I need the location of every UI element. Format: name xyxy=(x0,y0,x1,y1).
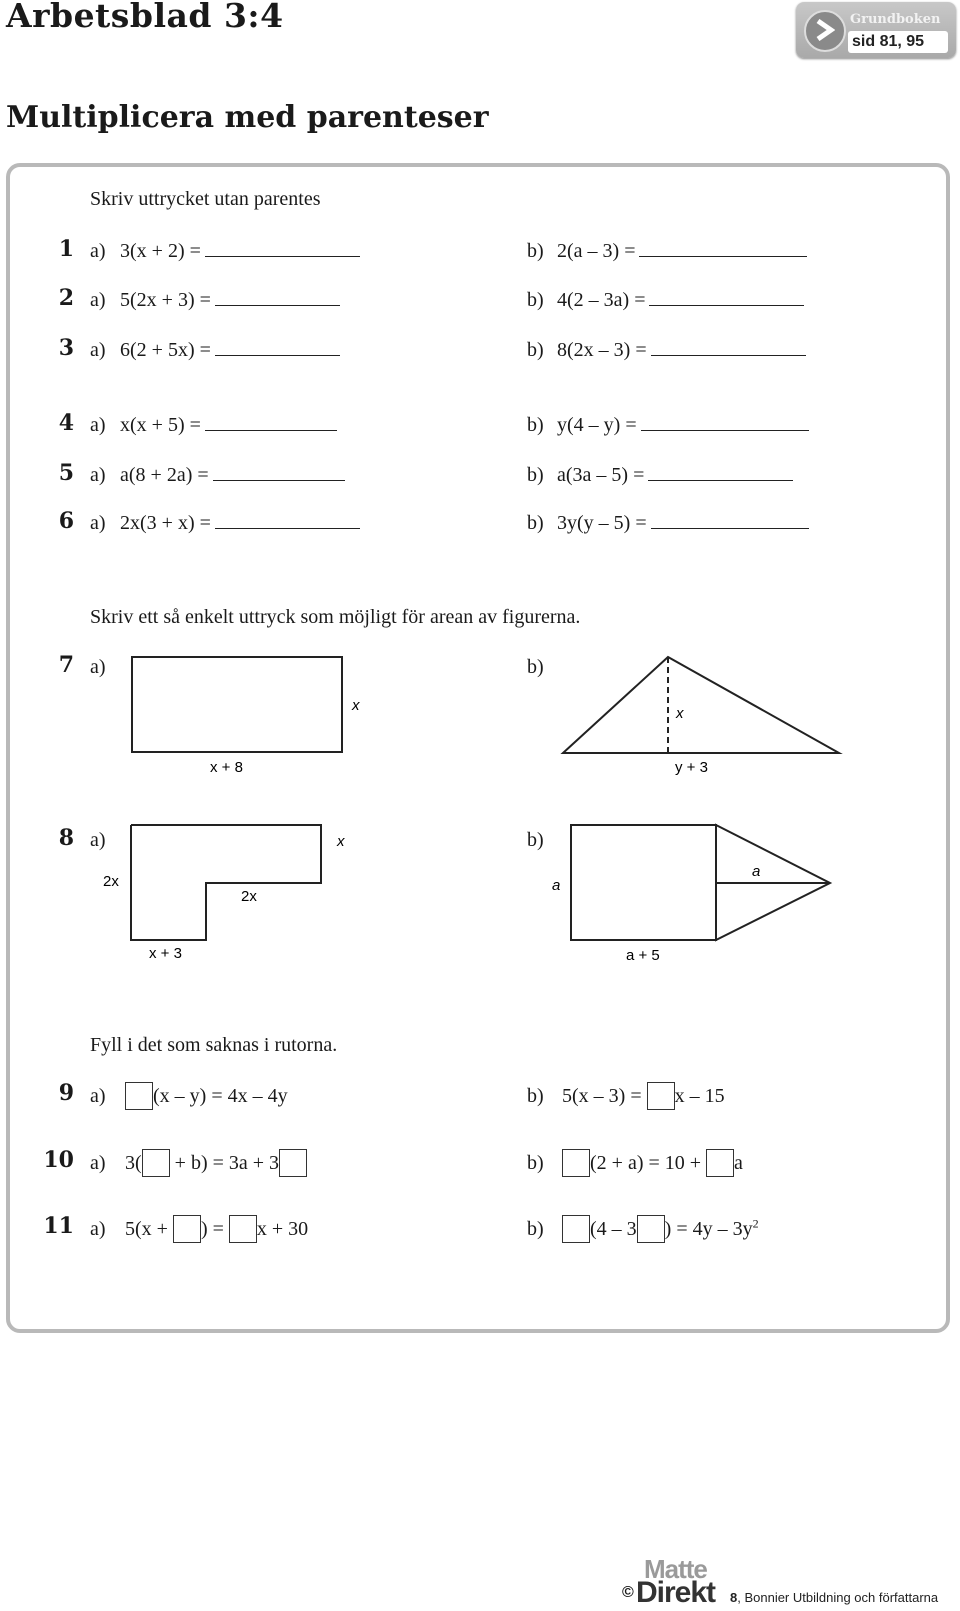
expression: a(8 + 2a) = xyxy=(120,464,209,486)
worksheet-title: Arbetsblad 3:4 xyxy=(6,0,284,35)
answer-line[interactable] xyxy=(641,412,809,431)
problem-9a xyxy=(90,1082,288,1110)
answer-box[interactable] xyxy=(647,1082,675,1110)
expression: 8(2x – 3) = xyxy=(557,339,647,361)
part-label: a) xyxy=(90,414,106,436)
worksheet-subtitle: Multiplicera med parenteser xyxy=(6,100,489,135)
answer-line[interactable] xyxy=(215,337,340,356)
l-shape-figure-8a xyxy=(95,818,375,968)
problem-10a xyxy=(90,1149,307,1177)
problem-2b xyxy=(527,287,804,312)
expression: ) = 4y – 3y xyxy=(664,1218,753,1240)
problem-7b-label: b) xyxy=(527,656,544,678)
part-label: b) xyxy=(527,240,544,262)
chevron-right-icon xyxy=(804,10,846,52)
answer-line[interactable] xyxy=(648,462,793,481)
part-label: b) xyxy=(527,1152,544,1174)
problem-8b-label: b) xyxy=(527,829,544,851)
answer-line[interactable] xyxy=(651,510,809,529)
answer-line[interactable] xyxy=(205,412,337,431)
answer-box[interactable] xyxy=(279,1149,307,1177)
expression: + b) = 3a + 3 xyxy=(174,1152,280,1174)
dim-7b-height: x xyxy=(676,705,684,722)
problem-number: 11 xyxy=(43,1213,74,1239)
problem-number: 2 xyxy=(58,285,74,311)
dim-7a-height: x xyxy=(352,697,360,714)
part-label: a) xyxy=(90,1152,106,1174)
expression: (2 + a) = 10 + xyxy=(590,1152,702,1174)
expression: x – 15 xyxy=(674,1085,725,1107)
reference-book-label: Grundboken xyxy=(850,12,941,27)
expression: x(x + 5) = xyxy=(120,414,201,436)
dim-8a-top-right: x xyxy=(337,833,345,850)
expression: 6(2 + 5x) = xyxy=(120,339,211,361)
part-label: a) xyxy=(90,240,106,262)
dim-8a-bottom: x + 3 xyxy=(149,945,182,962)
answer-box[interactable] xyxy=(229,1215,257,1243)
answer-line[interactable] xyxy=(649,287,804,306)
answer-line[interactable] xyxy=(215,287,340,306)
answer-box[interactable] xyxy=(173,1215,201,1243)
problem-5a xyxy=(90,462,345,487)
problem-3a xyxy=(90,337,340,362)
part-label: b) xyxy=(527,414,544,436)
answer-line[interactable] xyxy=(651,337,806,356)
problem-number: 9 xyxy=(58,1080,74,1106)
expression: a(3a – 5) = xyxy=(557,464,645,486)
triangle-figure-7b xyxy=(555,650,855,790)
section1-instruction: Skriv uttrycket utan parentes xyxy=(90,188,321,210)
problem-7a-label: a) xyxy=(90,656,106,678)
problem-number: 4 xyxy=(58,410,74,436)
part-label: b) xyxy=(527,464,544,486)
part-label: a) xyxy=(90,289,106,311)
problem-number: 8 xyxy=(58,825,74,851)
expression: 5(2x + 3) = xyxy=(120,289,211,311)
answer-line[interactable] xyxy=(215,510,360,529)
problem-5b xyxy=(527,462,793,487)
dim-8b-triangle: a xyxy=(752,863,761,880)
problem-9b xyxy=(527,1082,725,1110)
answer-box[interactable] xyxy=(125,1082,153,1110)
expression: (x – y) = 4x – 4y xyxy=(153,1085,288,1107)
answer-box[interactable] xyxy=(142,1149,170,1177)
answer-box[interactable] xyxy=(562,1215,590,1243)
exponent: 2 xyxy=(752,1216,759,1231)
problem-1b xyxy=(527,238,807,263)
problem-2a xyxy=(90,287,340,312)
problem-number: 6 xyxy=(58,508,74,534)
copyright-symbol: © xyxy=(622,1584,634,1601)
footer-publisher xyxy=(730,1590,938,1605)
expression: 3(x + 2) = xyxy=(120,240,201,262)
problem-11b xyxy=(527,1215,759,1243)
problem-11a xyxy=(90,1215,308,1243)
part-label: b) xyxy=(527,1085,544,1107)
part-label: b) xyxy=(527,289,544,311)
part-label: a) xyxy=(90,464,106,486)
expression: 3( xyxy=(125,1152,142,1174)
logo-matte: Matte xyxy=(644,1554,707,1584)
grade-number: 8 xyxy=(730,1590,738,1605)
section3-instruction: Fyll i det som saknas i rutorna. xyxy=(90,1034,338,1056)
expression: y(4 – y) = xyxy=(557,414,637,436)
dim-8b-left: a xyxy=(552,877,561,894)
rectangle-triangle-figure-8b xyxy=(540,818,840,968)
dim-8b-bottom: a + 5 xyxy=(626,947,660,964)
dim-7b-base: y + 3 xyxy=(675,759,708,776)
answer-line[interactable] xyxy=(205,238,360,257)
answer-box[interactable] xyxy=(637,1215,665,1243)
answer-box[interactable] xyxy=(562,1149,590,1177)
expression: 3y(y – 5) = xyxy=(557,512,647,534)
problem-8a-label: a) xyxy=(90,829,106,851)
part-label: a) xyxy=(90,512,106,534)
part-label: b) xyxy=(527,339,544,361)
expression: (4 – 3 xyxy=(590,1218,637,1240)
part-label: b) xyxy=(527,512,544,534)
problem-10b xyxy=(527,1149,743,1177)
part-label: b) xyxy=(527,1218,544,1240)
problem-number: 10 xyxy=(43,1147,74,1173)
problem-6b xyxy=(527,510,809,535)
answer-line[interactable] xyxy=(213,462,345,481)
problem-number: 3 xyxy=(58,335,74,361)
problem-3b xyxy=(527,337,806,362)
expression: 5(x + xyxy=(125,1218,168,1240)
part-label: a) xyxy=(90,1218,106,1240)
answer-box[interactable] xyxy=(706,1149,734,1177)
part-label: a) xyxy=(90,339,106,361)
reference-pages: sid 81, 95 xyxy=(848,31,948,53)
publisher-text: , Bonnier Utbildning och författarna xyxy=(737,1590,939,1605)
problem-4a xyxy=(90,412,337,437)
dim-8a-left: 2x xyxy=(103,873,119,890)
section2-instruction: Skriv ett så enkelt uttryck som möjligt för arean av figurerna. xyxy=(90,606,581,628)
expression: 2x(3 + x) = xyxy=(120,512,211,534)
dim-8a-inner: 2x xyxy=(241,888,257,905)
rectangle-figure-7a xyxy=(120,650,380,790)
expression: a xyxy=(734,1152,743,1174)
answer-line[interactable] xyxy=(639,238,807,257)
problem-number: 1 xyxy=(58,236,74,262)
expression: 2(a – 3) = xyxy=(557,240,636,262)
logo-direkt: Direkt xyxy=(636,1576,716,1609)
expression: 5(x – 3) = xyxy=(562,1085,642,1107)
problem-4b xyxy=(527,412,809,437)
expression: ) = xyxy=(200,1218,224,1240)
problem-number: 7 xyxy=(58,652,74,678)
problem-number: 5 xyxy=(58,460,74,486)
expression: 4(2 – 3a) = xyxy=(557,289,646,311)
part-label: a) xyxy=(90,1085,106,1107)
problem-1a xyxy=(90,238,360,263)
dim-7a-width: x + 8 xyxy=(210,759,243,776)
textbook-reference-badge xyxy=(796,2,956,58)
problem-6a xyxy=(90,510,360,535)
expression: x + 30 xyxy=(256,1218,309,1240)
